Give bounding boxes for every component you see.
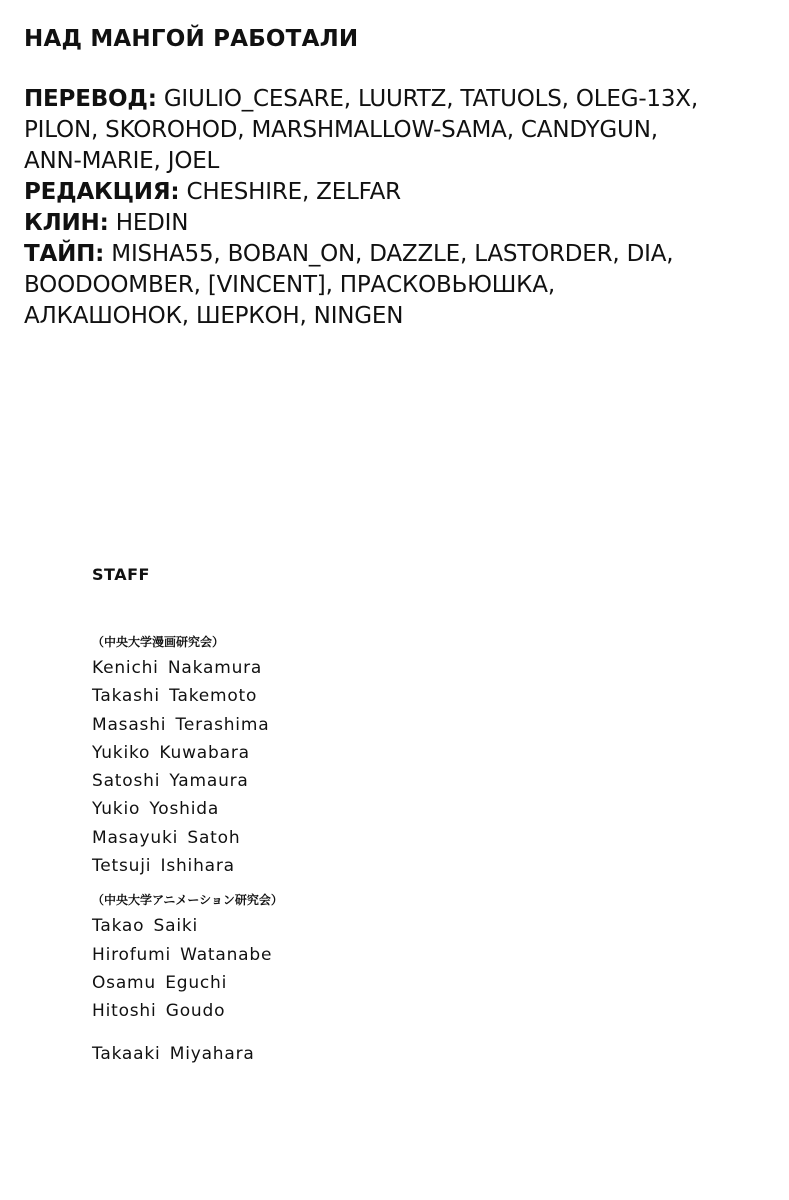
staff-name: Takashi Takemoto (92, 686, 258, 707)
credit-line-editing (24, 177, 764, 208)
credit-names: MISHA55, BOBAN_ON, DAZZLE, LASTORDER, DIA, (104, 241, 674, 267)
credit-line-typesetting-cont (24, 270, 764, 301)
staff-group-label: （中央大学アニメーション研究会） (92, 893, 283, 908)
credits-title: НАД МАНГОЙ РАБОТАЛИ (24, 26, 359, 52)
credit-names: BOODOOMBER, [VINCENT], ПРАСКОВЬЮШКА, (24, 272, 555, 298)
staff-group-manga-club (92, 632, 492, 880)
credit-role-editing: РЕДАКЦИЯ: (24, 179, 180, 205)
credit-names: ANN-MARIE, JOEL (24, 148, 220, 174)
credit-line-typesetting (24, 239, 764, 270)
credit-role-cleaning: КЛИН: (24, 210, 109, 236)
staff-name: Satoshi Yamaura (92, 771, 249, 792)
staff-block (92, 562, 492, 1068)
credits-block (24, 22, 764, 332)
credit-names: HEDIN (108, 210, 189, 236)
credit-role-translation: ПЕРЕВОД: (24, 86, 157, 112)
credit-names: CHESHIRE, ZELFAR (179, 179, 401, 205)
credit-names: PILON, SKOROHOD, MARSHMALLOW-SAMA, CANDYGUN, (24, 117, 658, 143)
staff-name: Kenichi Nakamura (92, 658, 263, 678)
credit-names: АЛКАШОНОК, ШЕРКОН, NINGEN (24, 303, 404, 329)
credit-line-typesetting-cont (24, 301, 764, 332)
staff-group-animation-club (92, 890, 492, 1025)
credit-line-translation (24, 84, 764, 115)
staff-name: Yukiko Kuwabara (92, 742, 250, 763)
credit-names: GIULIO_CESARE, LUURTZ, TATUOLS, OLEG-13X, (156, 86, 698, 112)
credit-line-translation-cont (24, 115, 764, 146)
staff-name: Takao Saiki (92, 916, 199, 937)
staff-group-label: （中央大学漫画研究会） (92, 635, 225, 649)
staff-name: Hirofumi Watanabe (92, 944, 273, 965)
staff-name: Osamu Eguchi (92, 972, 228, 993)
staff-name: Masayuki Satoh (92, 827, 241, 848)
credit-line-cleaning (24, 208, 764, 239)
staff-name: Yukio Yoshida (92, 799, 220, 820)
staff-heading: STAFF (92, 565, 150, 584)
staff-name: Hitoshi Goudo (92, 1001, 226, 1022)
staff-name: Masashi Terashima (92, 714, 270, 735)
staff-name: Tetsuji Ishihara (92, 856, 235, 877)
credit-role-typesetting: ТАЙП: (24, 241, 105, 267)
credit-line-translation-cont (24, 146, 764, 177)
staff-name-solo: Takaaki Miyahara (92, 1043, 255, 1064)
